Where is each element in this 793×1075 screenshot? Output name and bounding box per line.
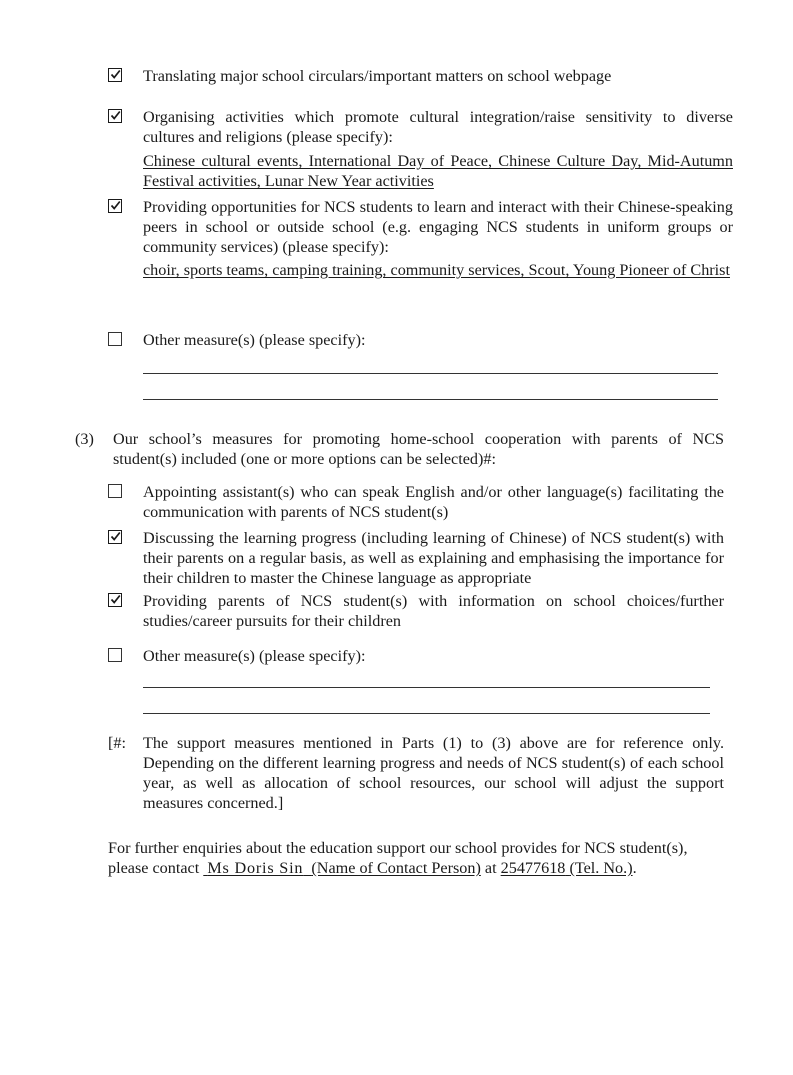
item-text: Providing parents of NCS student(s) with information on school choices/further studies/career pursuits for their children	[143, 592, 724, 630]
contact-phone: 25477618	[500, 859, 566, 877]
specify-blank-line[interactable]	[143, 399, 718, 400]
specify-blank-line[interactable]	[143, 373, 718, 374]
note-mark: [#:	[108, 734, 126, 752]
enquiry-line-2	[108, 858, 728, 878]
checkbox-appointing-assistants[interactable]	[108, 484, 122, 498]
section-number: (3)	[75, 430, 94, 448]
checkbox-discussing-progress[interactable]	[108, 530, 122, 544]
checkbox-other-measures[interactable]	[108, 332, 122, 346]
end-period: .	[632, 859, 637, 877]
at-text: at	[480, 859, 501, 877]
item-text: Other measure(s) (please specify):	[143, 331, 366, 349]
item-text: Discussing the learning progress (including learning of Chinese) of NCS student(s) with their parents on a regular basis, as well as explaining and emphasising the importance for their children to master the Chinese language as appropriate	[143, 529, 724, 587]
checkmark-icon	[110, 69, 121, 80]
checkbox-translating[interactable]	[108, 68, 122, 82]
enquiry-block	[108, 838, 728, 878]
contact-name-label: (Name of Contact Person)	[311, 859, 481, 877]
note-text: The support measures mentioned in Parts (1) to (3) above are for reference only. Depending on the different learning progress and needs of NCS student(s) of each school year, as well as allocation of school resources, our school will adjust the support measures concerned.]	[143, 734, 724, 812]
item-text: Other measure(s) (please specify):	[143, 647, 366, 665]
contact-name: Ms Doris Sin	[207, 859, 304, 877]
specify-answer: Chinese cultural events, International Day of Peace, Chinese Culture Day, Mid-Autumn Festival activities, Lunar New Year activities	[143, 152, 733, 190]
contact-phone-label: (Tel. No.)	[569, 859, 633, 877]
specify-answer: choir, sports teams, camping training, community services, Scout, Young Pioneer of Christ	[143, 261, 730, 279]
checkmark-icon	[110, 200, 121, 211]
specify-blank-line[interactable]	[143, 687, 710, 688]
contact-phone-field	[501, 859, 633, 877]
contact-person-field	[203, 859, 481, 877]
item-text: Providing opportunities for NCS students to learn and interact with their Chinese-speaking peers in school or outside school (e.g. engaging NCS students in uniform groups or community services) (please specify):	[143, 198, 733, 256]
checkbox-cultural-activities[interactable]	[108, 109, 122, 123]
checkmark-icon	[110, 594, 121, 605]
checkbox-peer-interaction[interactable]	[108, 199, 122, 213]
checkmark-icon	[110, 110, 121, 121]
checkbox-providing-information[interactable]	[108, 593, 122, 607]
item-text: Appointing assistant(s) who can speak English and/or other language(s) facilitating the communication with parents of NCS student(s)	[143, 483, 724, 521]
specify-blank-line[interactable]	[143, 713, 710, 714]
checkmark-icon	[110, 531, 121, 542]
section-heading: Our school’s measures for promoting home-school cooperation with parents of NCS student(s) included (one or more options can be selected)#:	[113, 430, 724, 468]
item-text: Translating major school circulars/important matters on school webpage	[143, 67, 612, 85]
item-text: Organising activities which promote cultural integration/raise sensitivity to diverse cultures and religions (please specify):	[143, 108, 733, 146]
checkbox-other-measures[interactable]	[108, 648, 122, 662]
please-contact-text: please contact	[108, 859, 204, 877]
enquiry-line-1: For further enquiries about the education support our school provides for NCS student(s),	[108, 839, 688, 857]
